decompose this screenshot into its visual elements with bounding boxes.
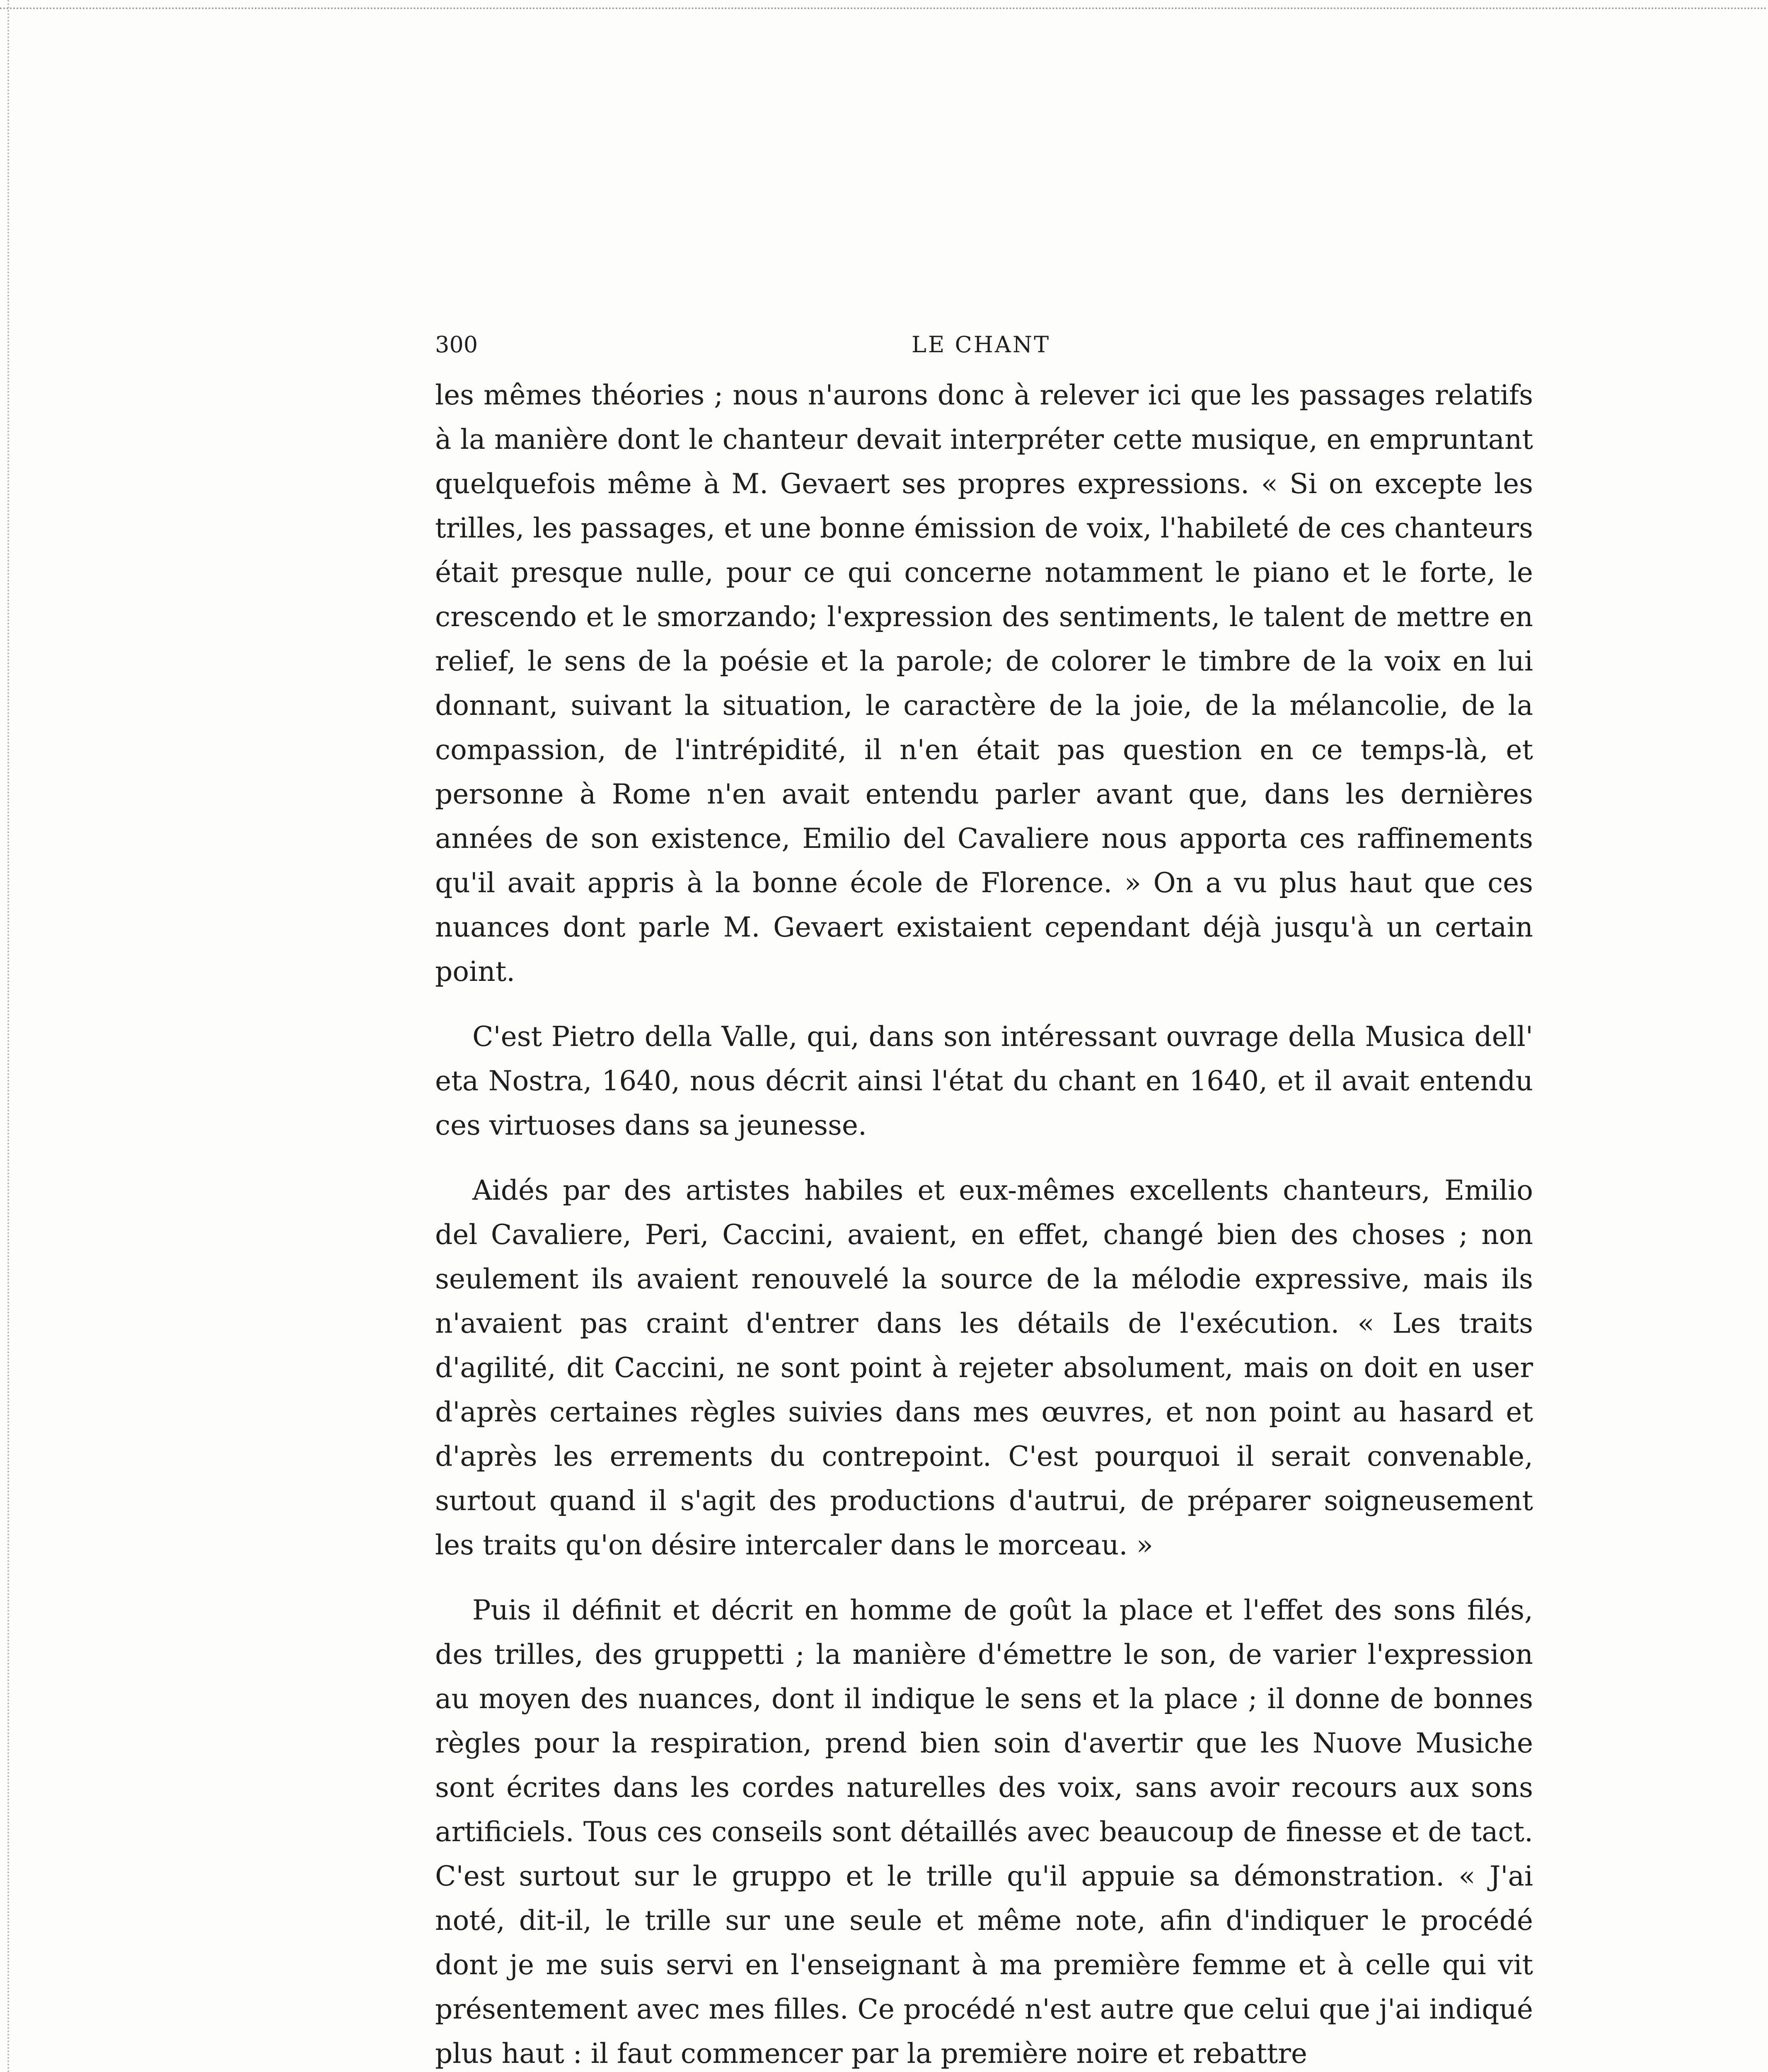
running-head: [435, 332, 1554, 365]
paragraph-4: Puis il définit et décrit en homme de goût la place et l'effet des sons filés, des trilles, des gruppetti ; la manière d'émettre le son, de varier l'expression au moyen des nuances, dont il indique le sens et la place ; il donne de bonnes règles pour la respiration, prend bien soin d'avertir que les Nuove Musiche sont écrites dans les cordes naturelles des voix, sans avoir recours aux sons artificiels. Tous ces conseils sont détaillés avec beaucoup de finesse et de tact. C'est surtout sur le gruppo et le trille qu'il appuie sa démonstration. « J'ai noté, dit-il, le trille sur une seule et même note, afin d'indiquer le procédé dont je me suis servi en l'enseignant à ma première femme et à celle qui vit présentement avec mes filles. Ce procédé n'est autre que celui que j'ai indiqué plus haut : il faut commencer par la première noire et rebattre: [435, 1594, 1533, 2070]
running-title: LE CHANT: [912, 332, 1051, 358]
paragraph-2: C'est Pietro della Valle, qui, dans son intéressant ouvrage della Musica dell' eta Nostra, 1640, nous décrit ainsi l'état du chant en 1640, et il avait entendu ces virtuoses dans sa jeunesse.: [435, 1021, 1533, 1141]
paragraph-3: Aidés par des artistes habiles et eux-mêmes excellents chanteurs, Emilio del Cavaliere, Peri, Caccini, avaient, en effet, changé bien des choses ; non seulement ils avaient renouvelé la source de la mélodie expressive, mais ils n'avaient pas craint d'entrer dans les détails de l'exécution. « Les traits d'agilité, dit Caccini, ne sont point à rejeter absolument, mais on doit en user d'après certaines règles suivies dans mes œuvres, et non point au hasard et d'après les errements du contrepoint. C'est pourquoi il serait convenable, surtout quand il s'agit des productions d'autrui, de préparer soigneusement les traits qu'on désire intercaler dans le morceau. »: [435, 1174, 1533, 1561]
top-edge-rule: [0, 7, 1768, 9]
body-text: [435, 373, 1533, 2072]
left-edge-rule: [7, 0, 9, 2072]
page-number: 300: [435, 332, 478, 358]
paragraph-1: les mêmes théories ; nous n'aurons donc à relever ici que les passages relatifs à la manière dont le chanteur devait interpréter cette musique, en empruntant quelquefois même à M. Gevaert ses propres expressions. « Si on excepte les trilles, les passages, et une bonne émission de voix, l'habileté de ces chanteurs était presque nulle, pour ce qui concerne notamment le piano et le forte, le crescendo et le smorzando; l'expression des sentiments, le talent de mettre en relief, le sens de la poésie et la parole; de colorer le timbre de la voix en lui donnant, suivant la situation, le caractère de la joie, de la mélancolie, de la compassion, de l'intrépidité, il n'en était pas question en ce temps-là, et personne à Rome n'en avait entendu parler avant que, dans les dernières années de son existence, Emilio del Cavaliere nous apporta ces raffinements qu'il avait appris à la bonne école de Florence. » On a vu plus haut que ces nuances dont parle M. Gevaert existaient cependant déjà jusqu'à un certain point.: [435, 379, 1533, 988]
